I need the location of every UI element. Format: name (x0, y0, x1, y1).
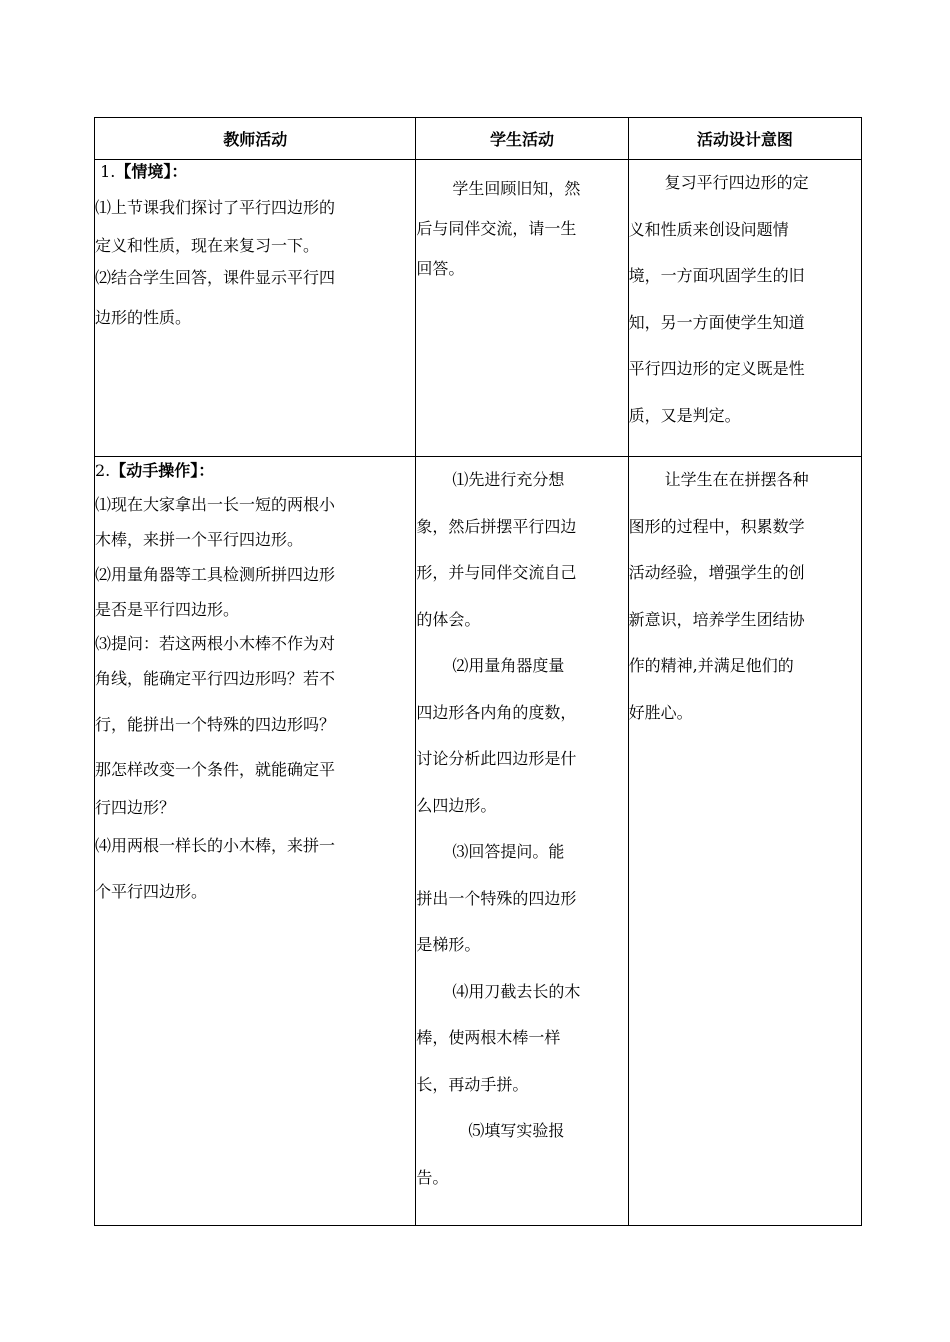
text-line: 图形的过程中，积累数学 (628, 516, 805, 536)
table-row (95, 160, 862, 457)
row2-student-cell (416, 457, 628, 1226)
text-line: 让学生在在拼摆各种 (664, 470, 809, 489)
text-line: 活动经验，增强学生的创 (628, 563, 805, 582)
text-line: 告。 (416, 1167, 449, 1187)
text-line: 四边形各内角的度数， (416, 702, 577, 722)
text-line: ⑴现在大家拿出一长一短的两根小 (95, 495, 336, 514)
text-line: 义和性质来创设问题情 (628, 219, 789, 239)
text-line: ⑵结合学生回答，课件显示平行四 (95, 268, 336, 287)
text-line: ⑸填写实验报 (468, 1121, 565, 1140)
row1-teacher-title: 1.【情境】： (100, 162, 188, 181)
text-line: 讨论分析此四边形是什 (416, 749, 577, 768)
text-line: 角线，能确定平行四边形吗？若不 (95, 669, 336, 688)
text-line: ⑶回答提问。能 (452, 842, 565, 861)
text-line: 学生回顾旧知，然 (452, 179, 581, 198)
text-line: 的体会。 (416, 609, 481, 629)
text-line: 个平行四边形。 (95, 881, 208, 901)
text-line: 是否是平行四边形。 (95, 599, 240, 619)
text-line: 那怎样改变一个条件，就能确定平 (95, 760, 336, 779)
text-line: ⑵用量角器等工具检测所拼四边形 (95, 564, 336, 584)
text-line: 么四边形。 (416, 795, 497, 815)
text-line: ⑴上节课我们探讨了平行四边形的 (95, 198, 336, 217)
text-line: 定义和性质，现在来复习一下。 (95, 236, 320, 255)
text-line: 好胜心。 (628, 702, 693, 722)
text-line: ⑷用刀截去长的木 (452, 981, 581, 1001)
row1-intent-cell (628, 160, 861, 457)
text-line: 棒，使两根木棒一样 (416, 1028, 561, 1047)
text-line: 拼出一个特殊的四边形 (416, 888, 577, 908)
text-line: 平行四边形的定义既是性 (628, 359, 805, 378)
text-line: 长，再动手拼。 (416, 1074, 529, 1094)
header-teacher: 教师活动 (95, 118, 416, 160)
text-line: 质，又是判定。 (628, 405, 741, 425)
text-line: 回答。 (416, 259, 465, 278)
row1-teacher-cell (95, 160, 416, 457)
text-line: 新意识，培养学生团结协 (628, 609, 805, 629)
header-intent: 活动设计意图 (628, 118, 861, 160)
text-line: ⑴先进行充分想 (452, 470, 565, 489)
text-line: 形，并与同伴交流自己 (416, 563, 577, 582)
row2-teacher-title: 2.【动手操作】： (95, 461, 215, 480)
text-line: 后与同伴交流，请一生 (416, 219, 577, 238)
header-row (95, 118, 862, 160)
text-line: 是梯形。 (416, 935, 481, 954)
lesson-plan-table (94, 117, 862, 1226)
text-line: ⑶提问：若这两根小木棒不作为对 (95, 634, 336, 653)
text-line: 行，能拼出一个特殊的四边形吗？ (95, 714, 336, 734)
text-line: 行四边形？ (95, 797, 176, 817)
table-row (95, 457, 862, 1226)
text-line: 作的精神,并满足他们的 (628, 656, 794, 675)
text-line: ⑵用量角器度量 (452, 656, 565, 675)
text-line: 复习平行四边形的定 (664, 173, 809, 192)
row1-student-cell (416, 160, 628, 457)
text-line: 象，然后拼摆平行四边 (416, 516, 577, 536)
row2-teacher-cell (95, 457, 416, 1226)
text-line: 木棒，来拼一个平行四边形。 (95, 530, 304, 549)
text-line: 知，另一方面使学生知道 (628, 312, 805, 332)
text-line: 境，一方面巩固学生的旧 (628, 266, 805, 285)
row2-intent-cell (628, 457, 861, 1226)
text-line: ⑷用两根一样长的小木棒，来拼一 (95, 835, 336, 855)
text-line: 边形的性质。 (95, 308, 192, 327)
header-student: 学生活动 (416, 118, 628, 160)
